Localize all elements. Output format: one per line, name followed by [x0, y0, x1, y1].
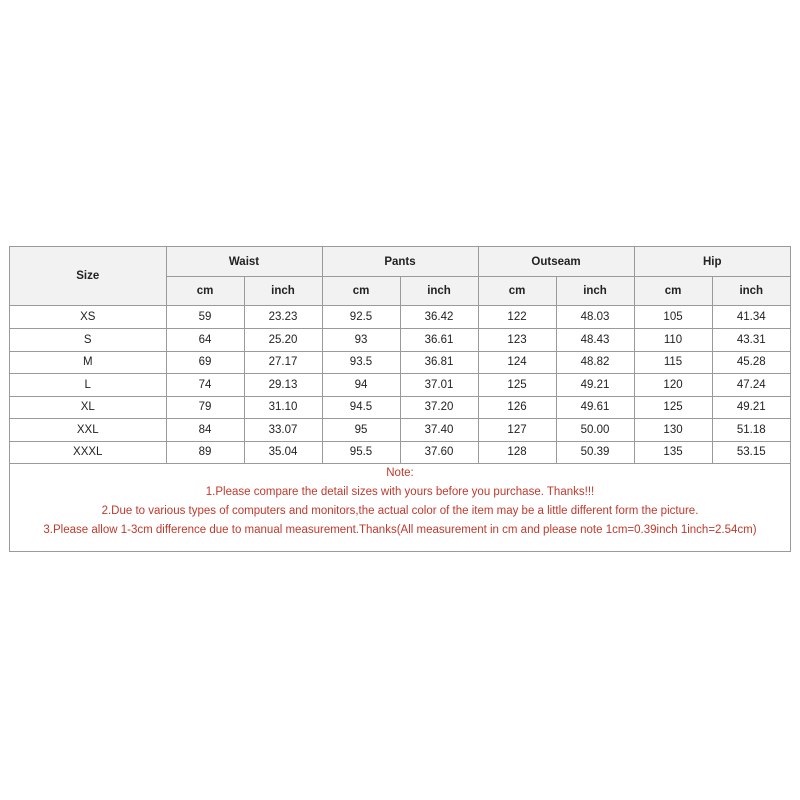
- size-table-body: [10, 306, 790, 464]
- size-label-cell: L: [10, 374, 166, 397]
- table-cell: 115: [634, 351, 712, 374]
- table-cell: 110: [634, 329, 712, 352]
- table-cell: 125: [478, 374, 556, 397]
- table-cell: 36.61: [400, 329, 478, 352]
- table-cell: 51.18: [712, 419, 790, 442]
- unit-header: cm: [322, 277, 400, 306]
- group-header-pants: Pants: [322, 247, 478, 277]
- size-header: Size: [10, 247, 166, 306]
- table-cell: 93.5: [322, 351, 400, 374]
- table-row: [10, 374, 790, 397]
- table-cell: 120: [634, 374, 712, 397]
- table-cell: 105: [634, 306, 712, 329]
- table-cell: 94.5: [322, 396, 400, 419]
- table-cell: 59: [166, 306, 244, 329]
- table-cell: 29.13: [244, 374, 322, 397]
- table-cell: 33.07: [244, 419, 322, 442]
- table-cell: 37.01: [400, 374, 478, 397]
- table-cell: 93: [322, 329, 400, 352]
- table-row: [10, 306, 790, 329]
- table-cell: 64: [166, 329, 244, 352]
- unit-header: inch: [712, 277, 790, 306]
- table-cell: 36.42: [400, 306, 478, 329]
- notes-title: Note:: [386, 467, 414, 479]
- table-row: [10, 396, 790, 419]
- table-cell: 49.21: [712, 396, 790, 419]
- table-cell: 74: [166, 374, 244, 397]
- note-line: 3.Please allow 1-3cm difference due to manual measurement.Thanks(All measurement in cm and please note 1cm=0.39inch 1inch=2.54cm): [43, 524, 757, 536]
- size-table: [10, 247, 790, 464]
- note-line: 1.Please compare the detail sizes with yours before you purchase. Thanks!!!: [205, 486, 595, 498]
- group-header-waist: Waist: [166, 247, 322, 277]
- table-cell: 84: [166, 419, 244, 442]
- table-cell: 41.34: [712, 306, 790, 329]
- table-cell: 95: [322, 419, 400, 442]
- table-row: [10, 419, 790, 442]
- table-cell: 127: [478, 419, 556, 442]
- size-label-cell: XXXL: [10, 441, 166, 464]
- table-cell: 27.17: [244, 351, 322, 374]
- group-header-outseam: Outseam: [478, 247, 634, 277]
- table-cell: 48.03: [556, 306, 634, 329]
- table-cell: 125: [634, 396, 712, 419]
- unit-header: inch: [556, 277, 634, 306]
- unit-header: inch: [400, 277, 478, 306]
- table-cell: 43.31: [712, 329, 790, 352]
- table-cell: 37.20: [400, 396, 478, 419]
- table-row: [10, 329, 790, 352]
- table-cell: 49.61: [556, 396, 634, 419]
- table-cell: 124: [478, 351, 556, 374]
- table-cell: 126: [478, 396, 556, 419]
- table-cell: 37.40: [400, 419, 478, 442]
- unit-header: inch: [244, 277, 322, 306]
- table-cell: 69: [166, 351, 244, 374]
- unit-header: cm: [166, 277, 244, 306]
- table-cell: 123: [478, 329, 556, 352]
- table-cell: 25.20: [244, 329, 322, 352]
- table-cell: 53.15: [712, 441, 790, 464]
- table-row: [10, 441, 790, 464]
- table-cell: 122: [478, 306, 556, 329]
- table-cell: 89: [166, 441, 244, 464]
- size-chart: [9, 246, 791, 552]
- table-cell: 31.10: [244, 396, 322, 419]
- table-cell: 130: [634, 419, 712, 442]
- unit-header: cm: [478, 277, 556, 306]
- unit-header: cm: [634, 277, 712, 306]
- table-cell: 49.21: [556, 374, 634, 397]
- size-label-cell: XS: [10, 306, 166, 329]
- table-cell: 48.43: [556, 329, 634, 352]
- group-header-row: [10, 247, 790, 277]
- notes-section: [10, 464, 790, 540]
- table-cell: 79: [166, 396, 244, 419]
- table-cell: 23.23: [244, 306, 322, 329]
- table-cell: 48.82: [556, 351, 634, 374]
- table-cell: 45.28: [712, 351, 790, 374]
- table-row: [10, 351, 790, 374]
- size-label-cell: S: [10, 329, 166, 352]
- table-cell: 135: [634, 441, 712, 464]
- table-cell: 94: [322, 374, 400, 397]
- table-cell: 50.39: [556, 441, 634, 464]
- table-cell: 35.04: [244, 441, 322, 464]
- table-cell: 36.81: [400, 351, 478, 374]
- table-cell: 128: [478, 441, 556, 464]
- size-label-cell: M: [10, 351, 166, 374]
- size-label-cell: XXL: [10, 419, 166, 442]
- note-line: 2.Due to various types of computers and monitors,the actual color of the item may be a little different form the picture.: [101, 505, 699, 517]
- group-header-hip: Hip: [634, 247, 790, 277]
- size-label-cell: XL: [10, 396, 166, 419]
- table-cell: 95.5: [322, 441, 400, 464]
- table-cell: 92.5: [322, 306, 400, 329]
- table-cell: 37.60: [400, 441, 478, 464]
- table-cell: 47.24: [712, 374, 790, 397]
- table-cell: 50.00: [556, 419, 634, 442]
